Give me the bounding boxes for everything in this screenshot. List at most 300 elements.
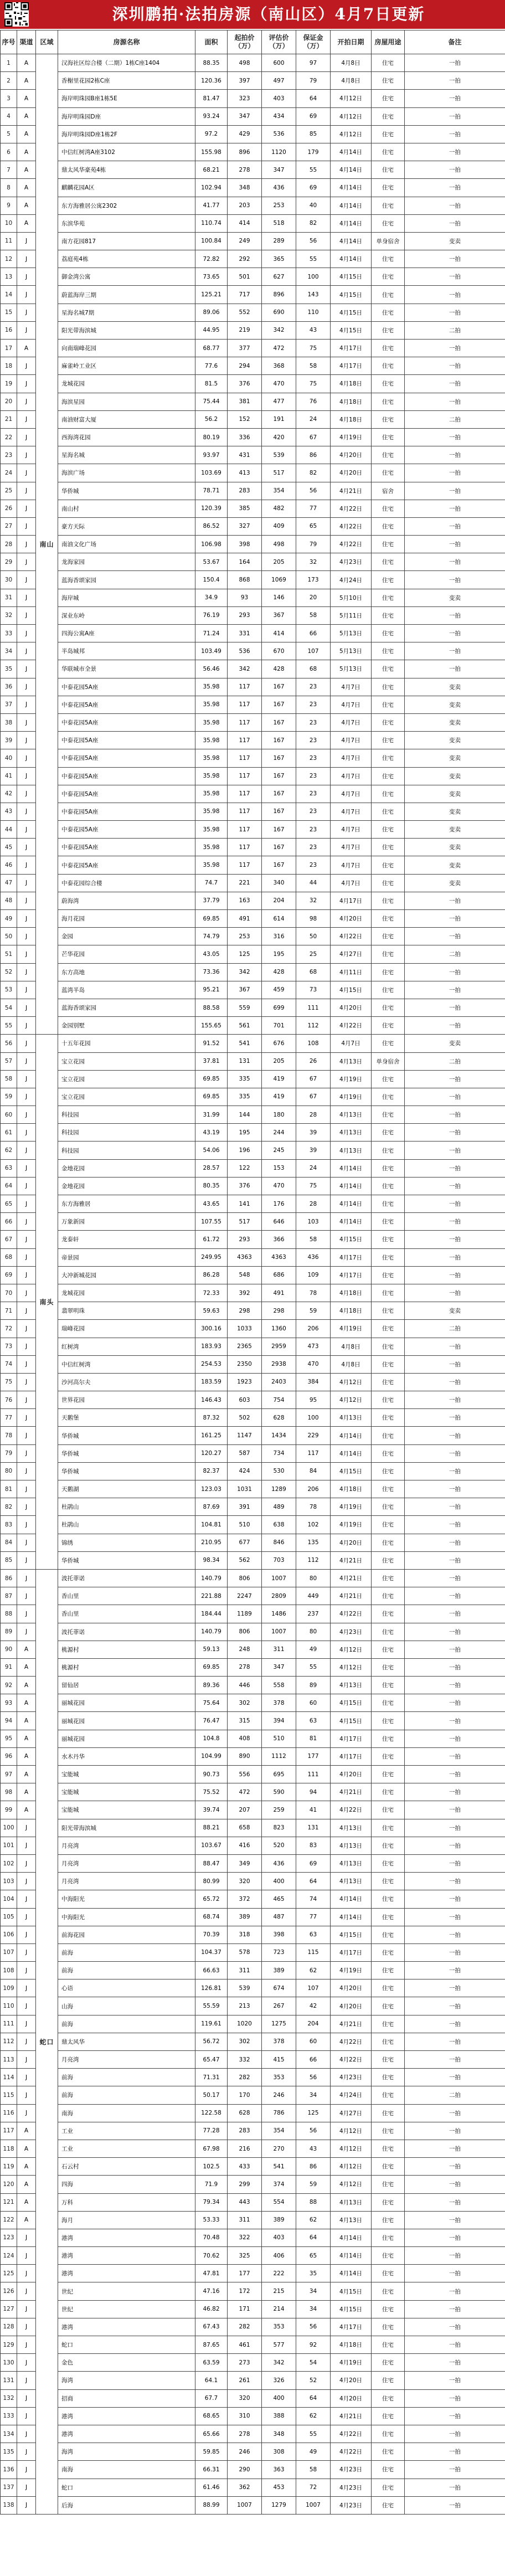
cell-area: 120.36 <box>195 72 228 90</box>
cell-seq: 14 <box>1 286 17 304</box>
cell-dep: 84 <box>296 1462 331 1480</box>
cell-start: 4363 <box>228 1248 262 1266</box>
cell-date: 4月20日 <box>331 1534 372 1551</box>
table-row <box>1 2015 505 2033</box>
cell-ch: J <box>17 1373 36 1391</box>
cell-seq: 69 <box>1 1266 17 1284</box>
cell-start: 381 <box>228 393 262 410</box>
cell-start: 278 <box>228 161 262 179</box>
table-row <box>1 464 505 482</box>
cell-eval: 180 <box>262 1106 296 1124</box>
cell-seq: 106 <box>1 1926 17 1943</box>
table-row <box>1 161 505 179</box>
cell-seq: 9 <box>1 197 17 214</box>
cell-note: 一拍 <box>405 250 505 268</box>
cell-note: 变卖 <box>405 678 505 696</box>
cell-ch: J <box>17 821 36 839</box>
cell-dep: 23 <box>296 767 331 785</box>
cell-note: 变卖 <box>405 713 505 731</box>
cell-area: 35.98 <box>195 821 228 839</box>
cell-seq: 12 <box>1 250 17 268</box>
cell-note: 一拍 <box>405 340 505 357</box>
cell-eval: 167 <box>262 821 296 839</box>
cell-use: 住宅 <box>372 1427 405 1444</box>
cell-ch: J <box>17 1962 36 1979</box>
cell-ch: J <box>17 874 36 892</box>
table-row <box>1 1730 505 1747</box>
cell-area: 98.34 <box>195 1551 228 1569</box>
table-row <box>1 214 505 232</box>
cell-dep: 28 <box>296 1106 331 1124</box>
cell-start: 117 <box>228 856 262 874</box>
cell-name: 大冲新城花园 <box>58 1266 195 1284</box>
cell-start: 578 <box>228 1943 262 1961</box>
cell-name: 山海 <box>58 1997 195 2015</box>
cell-ch: J <box>17 1462 36 1480</box>
cell-area: 69.85 <box>195 1658 228 1676</box>
cell-seq: 99 <box>1 1801 17 1819</box>
table-row <box>1 1391 505 1409</box>
cell-ch: J <box>17 1480 36 1498</box>
cell-seq: 121 <box>1 2193 17 2211</box>
cell-ch: A <box>17 1747 36 1765</box>
cell-note: 一拍 <box>405 1908 505 1926</box>
cell-dep: 111 <box>296 999 331 1016</box>
table-row <box>1 517 505 535</box>
cell-ch: J <box>17 1124 36 1142</box>
table-row <box>1 1837 505 1854</box>
cell-seq: 58 <box>1 1070 17 1088</box>
cell-seq: 138 <box>1 2496 17 2514</box>
table-row <box>1 1979 505 1997</box>
cell-date: 4月19日 <box>331 1070 372 1088</box>
cell-ch: J <box>17 2229 36 2246</box>
cell-area: 70.62 <box>195 2247 228 2265</box>
cell-use: 住宅 <box>372 678 405 696</box>
cell-area: 68.65 <box>195 2407 228 2425</box>
cell-date: 4月21日 <box>331 1569 372 1587</box>
cell-ch: J <box>17 1534 36 1551</box>
cell-area: 97.2 <box>195 125 228 143</box>
cell-seq: 61 <box>1 1124 17 1142</box>
cell-name: 蔚海湾 <box>58 892 195 909</box>
cell-start: 658 <box>228 1819 262 1837</box>
cell-note: 变卖 <box>405 856 505 874</box>
cell-use: 住宅 <box>372 589 405 606</box>
cell-date: 4月23日 <box>331 553 372 571</box>
cell-use: 住宅 <box>372 2229 405 2246</box>
table-row <box>1 1409 505 1427</box>
cell-use: 住宅 <box>372 304 405 321</box>
cell-use: 住宅 <box>372 2122 405 2140</box>
cell-dep: 66 <box>296 625 331 642</box>
cell-use: 宿舍 <box>372 482 405 500</box>
cell-note: 一拍 <box>405 1623 505 1641</box>
cell-note: 一拍 <box>405 1962 505 1979</box>
cell-note: 一拍 <box>405 304 505 321</box>
cell-start: 806 <box>228 1569 262 1587</box>
cell-area: 80.19 <box>195 428 228 446</box>
table-row <box>1 821 505 839</box>
cell-dep: 112 <box>296 1551 331 1569</box>
cell-area: 43.19 <box>195 1124 228 1142</box>
cell-note: 一拍 <box>405 2211 505 2229</box>
table-row <box>1 1142 505 1159</box>
cell-seq: 45 <box>1 839 17 856</box>
cell-area: 73.65 <box>195 268 228 286</box>
table-row <box>1 2443 505 2461</box>
cell-note: 一拍 <box>405 1391 505 1409</box>
cell-use: 住宅 <box>372 892 405 909</box>
cell-name: 麻雀岭工业区 <box>58 357 195 375</box>
cell-eval: 222 <box>262 2265 296 2282</box>
cell-area: 35.98 <box>195 767 228 785</box>
cell-name: 月亮湾 <box>58 2051 195 2069</box>
cell-note: 二拍 <box>405 1320 505 1338</box>
cell-area: 61.46 <box>195 2479 228 2496</box>
cell-eval: 541 <box>262 2158 296 2176</box>
cell-eval: 896 <box>262 286 296 304</box>
cell-name: 中泰花园5A座 <box>58 696 195 713</box>
cell-area: 91.52 <box>195 1035 228 1052</box>
table-row <box>1 2354 505 2372</box>
table-row <box>1 1694 505 1712</box>
cell-use: 住宅 <box>372 2051 405 2069</box>
cell-use: 住宅 <box>372 2015 405 2033</box>
cell-area: 125.21 <box>195 286 228 304</box>
cell-note: 一拍 <box>405 1106 505 1124</box>
cell-ch: J <box>17 2282 36 2300</box>
cell-area: 249.95 <box>195 1248 228 1266</box>
cell-dep: 56 <box>296 2122 331 2140</box>
cell-name: 港湾 <box>58 2265 195 2282</box>
cell-eval: 786 <box>262 2104 296 2122</box>
cell-ch: J <box>17 2033 36 2050</box>
cell-start: 216 <box>228 2140 262 2157</box>
cell-ch: J <box>17 2372 36 2389</box>
cell-dep: 470 <box>296 1355 331 1373</box>
cell-use: 住宅 <box>372 268 405 286</box>
cell-dep: 41 <box>296 1801 331 1819</box>
cell-seq: 92 <box>1 1677 17 1694</box>
cell-dep: 86 <box>296 446 331 464</box>
cell-name: 蔚蓝海岸三期 <box>58 286 195 304</box>
cell-eval: 195 <box>262 945 296 963</box>
cell-use: 住宅 <box>372 54 405 72</box>
cell-area: 88.35 <box>195 54 228 72</box>
table-row <box>1 1124 505 1142</box>
cell-name: 麒麟花园A区 <box>58 179 195 197</box>
cell-start: 125 <box>228 945 262 963</box>
cell-seq: 10 <box>1 214 17 232</box>
cell-ch: J <box>17 713 36 731</box>
cell-use: 住宅 <box>372 874 405 892</box>
cell-dep: 56 <box>296 232 331 250</box>
cell-dep: 1007 <box>296 2496 331 2514</box>
cell-area: 70.48 <box>195 2229 228 2246</box>
cell-use: 住宅 <box>372 1391 405 1409</box>
cell-use: 住宅 <box>372 161 405 179</box>
cell-start: 541 <box>228 1035 262 1052</box>
cell-ch: A <box>17 1766 36 1783</box>
cell-ch: J <box>17 1908 36 1926</box>
cell-use: 住宅 <box>372 981 405 999</box>
cell-name: 海岸明珠园B座1栋5E <box>58 90 195 107</box>
cell-dep: 78 <box>296 1498 331 1516</box>
cell-name: 中泰花园5A座 <box>58 785 195 803</box>
cell-area: 70.39 <box>195 1926 228 1943</box>
cell-start: 896 <box>228 143 262 161</box>
cell-seq: 47 <box>1 874 17 892</box>
cell-date: 4月20日 <box>331 910 372 928</box>
cell-eval: 520 <box>262 1837 296 1854</box>
cell-seq: 24 <box>1 464 17 482</box>
cell-use: 住宅 <box>372 1569 405 1587</box>
cell-note: 一拍 <box>405 2300 505 2318</box>
cell-date: 4月14日 <box>331 1177 372 1195</box>
cell-dep: 73 <box>296 981 331 999</box>
cell-date: 4月20日 <box>331 1997 372 2015</box>
cell-area: 78.71 <box>195 482 228 500</box>
cell-dep: 79 <box>296 536 331 553</box>
cell-start: 117 <box>228 749 262 767</box>
cell-dep: 32 <box>296 892 331 909</box>
cell-use: 住宅 <box>372 1017 405 1035</box>
cell-name: 华侨城 <box>58 1551 195 1569</box>
cell-dep: 63 <box>296 1712 331 1730</box>
cell-start: 398 <box>228 536 262 553</box>
cell-note: 一拍 <box>405 1124 505 1142</box>
cell-dep: 81 <box>296 1730 331 1747</box>
cell-area: 67.43 <box>195 2318 228 2336</box>
cell-seq: 29 <box>1 553 17 571</box>
cell-date: 4月12日 <box>331 2176 372 2193</box>
cell-area: 59.63 <box>195 1302 228 1320</box>
cell-district: 南头 <box>36 1035 58 1570</box>
cell-note: 一拍 <box>405 1355 505 1373</box>
cell-use: 住宅 <box>372 2033 405 2050</box>
cell-area: 90.73 <box>195 1766 228 1783</box>
cell-start: 171 <box>228 2300 262 2318</box>
cell-dep: 58 <box>296 1231 331 1248</box>
cell-dep: 65 <box>296 2247 331 2265</box>
cell-start: 367 <box>228 981 262 999</box>
cell-dep: 34 <box>296 2282 331 2300</box>
cell-note: 一拍 <box>405 1997 505 2015</box>
cell-note: 变卖 <box>405 785 505 803</box>
cell-date: 4月22日 <box>331 1017 372 1035</box>
cell-area: 77.6 <box>195 357 228 375</box>
cell-start: 347 <box>228 107 262 125</box>
cell-seq: 105 <box>1 1908 17 1926</box>
cell-use: 住宅 <box>372 2282 405 2300</box>
cell-use: 住宅 <box>372 767 405 785</box>
table-row <box>1 1284 505 1302</box>
cell-date: 4月7日 <box>331 785 372 803</box>
cell-area: 72.82 <box>195 250 228 268</box>
cell-use: 住宅 <box>372 553 405 571</box>
cell-eval: 674 <box>262 1979 296 1997</box>
cell-start: 517 <box>228 1213 262 1231</box>
cell-area: 37.79 <box>195 892 228 909</box>
cell-eval: 699 <box>262 999 296 1016</box>
cell-area: 67.7 <box>195 2389 228 2407</box>
cell-dep: 43 <box>296 321 331 339</box>
cell-area: 104.99 <box>195 1747 228 1765</box>
cell-date: 4月14日 <box>331 1427 372 1444</box>
cell-seq: 1 <box>1 54 17 72</box>
cell-note: 一拍 <box>405 2372 505 2389</box>
cell-ch: A <box>17 2211 36 2229</box>
table-row <box>1 625 505 642</box>
cell-start: 207 <box>228 1801 262 1819</box>
cell-date: 4月13日 <box>331 2193 372 2211</box>
cell-date: 4月19日 <box>331 428 372 446</box>
cell-seq: 79 <box>1 1444 17 1462</box>
cell-ch: J <box>17 1266 36 1284</box>
cell-ch: J <box>17 1338 36 1355</box>
cell-start: 559 <box>228 999 262 1016</box>
cell-start: 117 <box>228 839 262 856</box>
page-title: 深圳鹏拍·法拍房源（南山区）4月7日更新 <box>112 5 425 23</box>
cell-start: 122 <box>228 1159 262 1177</box>
cell-name: 留仙居 <box>58 1677 195 1694</box>
cell-date: 4月15日 <box>331 1926 372 1943</box>
cell-date: 4月21日 <box>331 482 372 500</box>
table-row <box>1 803 505 820</box>
cell-start: 461 <box>228 2336 262 2354</box>
cell-seq: 127 <box>1 2300 17 2318</box>
cell-seq: 107 <box>1 1943 17 1961</box>
cell-date: 4月15日 <box>331 2282 372 2300</box>
cell-date: 4月19日 <box>331 1088 372 1106</box>
cell-date: 4月13日 <box>331 1873 372 1890</box>
cell-seq: 70 <box>1 1284 17 1302</box>
table-row <box>1 660 505 678</box>
cell-date: 4月14日 <box>331 1159 372 1177</box>
cell-eval: 686 <box>262 1266 296 1284</box>
cell-name: 工业 <box>58 2122 195 2140</box>
cell-area: 76.47 <box>195 1712 228 1730</box>
cell-ch: J <box>17 1159 36 1177</box>
cell-eval: 363 <box>262 2461 296 2479</box>
cell-date: 4月21日 <box>331 2407 372 2425</box>
table-row <box>1 1747 505 1765</box>
cell-dep: 24 <box>296 410 331 428</box>
cell-start: 1189 <box>228 1605 262 1623</box>
cell-use: 住宅 <box>372 1320 405 1338</box>
table-row <box>1 1213 505 1231</box>
cell-name: 南方花园817 <box>58 232 195 250</box>
table-row <box>1 125 505 143</box>
cell-note: 变卖 <box>405 839 505 856</box>
cell-eval: 214 <box>262 2300 296 2318</box>
cell-seq: 28 <box>1 536 17 553</box>
cell-name: 香山里 <box>58 1605 195 1623</box>
cell-name: 水木丹华 <box>58 1747 195 1765</box>
cell-name: 华联城市全景 <box>58 660 195 678</box>
cell-seq: 101 <box>1 1837 17 1854</box>
cell-ch: J <box>17 1106 36 1124</box>
cell-name: 南油财富大厦 <box>58 410 195 428</box>
cell-use: 住宅 <box>372 410 405 428</box>
table-row <box>1 2461 505 2479</box>
table-row <box>1 1623 505 1641</box>
cell-dep: 23 <box>296 749 331 767</box>
cell-use: 住宅 <box>372 197 405 214</box>
cell-area: 104.81 <box>195 1516 228 1534</box>
cell-area: 69.85 <box>195 910 228 928</box>
cell-date: 4月14日 <box>331 1444 372 1462</box>
cell-seq: 104 <box>1 1890 17 1908</box>
cell-name: 天鹅堡 <box>58 1409 195 1427</box>
cell-eval: 2959 <box>262 1338 296 1355</box>
cell-use: 住宅 <box>372 2158 405 2176</box>
cell-eval: 518 <box>262 214 296 232</box>
cell-use: 住宅 <box>372 945 405 963</box>
cell-eval: 167 <box>262 839 296 856</box>
cell-eval: 347 <box>262 1658 296 1676</box>
cell-eval: 453 <box>262 2479 296 2496</box>
cell-note: 一拍 <box>405 1766 505 1783</box>
cell-note: 一拍 <box>405 1266 505 1284</box>
cell-ch: J <box>17 2461 36 2479</box>
cell-eval: 477 <box>262 393 296 410</box>
cell-date: 4月15日 <box>331 981 372 999</box>
cell-date: 4月18日 <box>331 375 372 393</box>
cell-dep: 72 <box>296 2479 331 2496</box>
cell-start: 117 <box>228 713 262 731</box>
cell-use: 住宅 <box>372 1730 405 1747</box>
cell-ch: A <box>17 2158 36 2176</box>
cell-date: 4月14日 <box>331 250 372 268</box>
cell-eval: 400 <box>262 2389 296 2407</box>
cell-date: 4月13日 <box>331 1052 372 1070</box>
cell-name: 杜鹃山 <box>58 1516 195 1534</box>
column-header: 房屋用途 <box>372 30 405 54</box>
cell-dep: 23 <box>296 803 331 820</box>
cell-name: 金园 <box>58 928 195 945</box>
cell-seq: 123 <box>1 2229 17 2246</box>
cell-area: 46.82 <box>195 2300 228 2318</box>
cell-seq: 35 <box>1 660 17 678</box>
cell-seq: 6 <box>1 143 17 161</box>
cell-eval: 167 <box>262 732 296 749</box>
cell-name: 月亮湾 <box>58 1837 195 1854</box>
cell-use: 住宅 <box>372 1551 405 1569</box>
cell-use: 住宅 <box>372 1783 405 1801</box>
cell-ch: J <box>17 446 36 464</box>
cell-eval: 491 <box>262 1284 296 1302</box>
cell-use: 住宅 <box>372 1873 405 1890</box>
cell-date: 4月23日 <box>331 2479 372 2496</box>
cell-date: 4月17日 <box>331 1730 372 1747</box>
cell-start: 203 <box>228 197 262 214</box>
cell-eval: 176 <box>262 1195 296 1213</box>
cell-note: 二拍 <box>405 321 505 339</box>
table-row <box>1 1641 505 1658</box>
cell-dep: 69 <box>296 107 331 125</box>
cell-start: 292 <box>228 250 262 268</box>
cell-note: 一拍 <box>405 1926 505 1943</box>
cell-eval: 388 <box>262 2407 296 2425</box>
cell-note: 一拍 <box>405 446 505 464</box>
cell-ch: A <box>17 54 36 72</box>
cell-start: 556 <box>228 1766 262 1783</box>
cell-seq: 55 <box>1 1017 17 1035</box>
cell-area: 47.16 <box>195 2282 228 2300</box>
table-row <box>1 1873 505 1890</box>
